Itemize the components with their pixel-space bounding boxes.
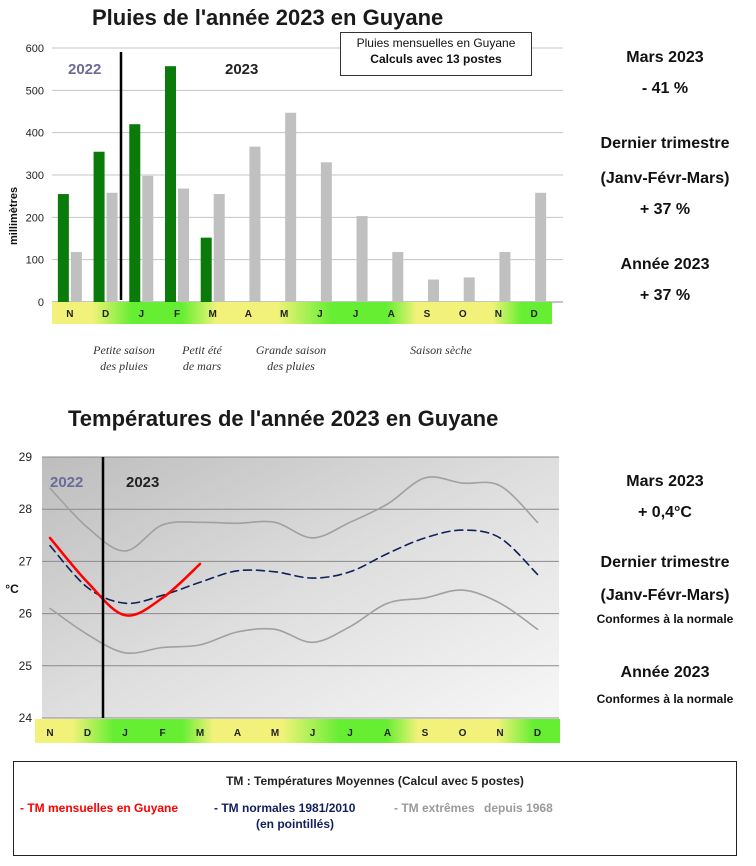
temp-year-summary-value: Conformes à la normale [596,692,734,706]
temp-legend-box [13,761,737,856]
season-label-grande-saison-1: Grande saison [255,343,327,357]
temp-month-value: + 0,4°C [638,504,692,521]
rain-quarter-label: Dernier trimestre [600,135,730,152]
temp-x-tick-label: A [233,728,242,739]
temp-year-label: 2023 [126,474,160,491]
temp-x-tick-label: S [421,728,429,739]
rain-prev-year-label: 2022 [68,61,102,78]
rain-y-tick-label: 100 [25,254,44,267]
rain-grid [52,48,563,302]
rain-bar-normal [178,189,189,302]
rain-y-tick-label: 200 [25,212,44,225]
temp-month-label: Mars 2023 [626,473,704,490]
season-label-petit-ete-1: Petit été [182,343,222,357]
temp-legend-normal-line2: (en pointillés) [256,817,334,831]
rain-chart-title: Pluies de l'année 2023 en Guyane [92,5,444,30]
rain-y-tick-label: 400 [25,127,44,140]
rain-bar-normal [357,216,368,302]
rain-x-tick-label: M [279,309,289,320]
rain-x-tick-label: J [317,309,323,320]
temp-x-tick-label: A [383,728,392,739]
rain-x-tick-label: J [138,309,145,320]
rain-quarter-months: (Janv-Févr-Mars) [600,170,730,187]
rain-y-ticks [26,43,44,309]
rain-quarter-value: + 37 % [639,201,691,218]
rain-chart [0,30,600,420]
temp-x-tick-label: N [46,728,54,739]
rain-bar-2023 [129,124,140,302]
rain-legend-line1: Pluies mensuelles en Guyane [356,36,516,50]
temp-year-summary-label: Année 2023 [620,664,710,681]
temp-x-tick-label: N [496,728,504,739]
rain-y-tick-label: 500 [25,85,44,98]
temp-quarter-months: (Janv-Févr-Mars) [600,587,730,604]
temp-legend-title: TM : Températures Moyennes (Calcul avec 5 postes) [226,774,524,788]
rain-bar-2023 [94,152,105,302]
temp-chart-title: Températures de l'année 2023 en Guyane [68,406,499,431]
season-label-petit-ete-2: de mars [182,359,222,373]
temp-y-tick-label: 25 [18,658,32,673]
rain-bar-normal [321,162,332,302]
rain-bar-normal [464,277,475,302]
rain-bar-normal [107,193,118,302]
rain-bar-normal [499,252,510,302]
rain-bar-normal [71,252,82,302]
temp-prev-year-label: 2022 [50,474,84,491]
temp-x-tick-label: O [458,728,467,739]
rain-x-tick-label: M [208,309,217,320]
rain-bar-normal [535,193,546,302]
rain-bar-normal [392,252,403,302]
temp-legend-normal-line1: - TM normales 1981/2010 [214,801,356,815]
rain-y-tick-label: 600 [25,43,44,55]
temp-y-ticks [19,450,33,725]
temp-season-strip [35,719,560,743]
rain-season-strip [52,302,552,324]
rain-x-tick-label: N [494,309,503,320]
temp-y-tick-label: 29 [18,450,32,464]
rain-bars [58,66,546,302]
temp-legend-extreme-label: - TM extrêmes [394,801,475,815]
rain-bar-normal [428,280,439,302]
temp-x-tick-label: M [195,728,205,739]
season-labels [92,343,472,373]
rain-x-tick-label: J [352,309,359,320]
rain-legend-line2: Calculs avec 13 postes [370,52,502,66]
rain-x-tick-label: F [173,309,181,320]
rain-x-tick-label: D [530,309,538,320]
temp-chart [0,448,570,748]
temp-plot-background [42,457,559,718]
temp-y-tick-label: 26 [18,606,32,621]
rain-x-tick-label: A [387,309,395,320]
rain-bar-normal [249,147,260,302]
season-label-grande-saison-2: des pluies [267,359,315,373]
temp-y-axis-label: °C [5,582,19,596]
rain-x-tick-label: D [101,309,110,320]
temp-x-tick-label: D [533,728,542,739]
temp-x-tick-label: J [122,728,128,739]
rain-x-tick-label: A [244,309,253,320]
temp-x-tick-label: F [159,728,166,739]
season-label-petite-saison-1: Petite saison [93,343,155,357]
rain-summary [580,42,750,311]
temp-y-tick-label: 27 [18,554,32,569]
season-label-petite-saison-2: des pluies [100,359,148,373]
temp-summary [580,466,750,707]
temp-legend-monthly: - TM mensuelles en Guyane [20,801,179,815]
temp-legend-extreme [394,800,553,816]
temp-legend-extreme-since: depuis 1968 [484,801,553,815]
season-label-saison-seche: Saison sèche [410,343,472,357]
rain-x-tick-label: S [423,309,431,320]
rain-year-summary-label: Année 2023 [620,256,710,273]
rain-y-tick-label: 0 [37,297,44,309]
temp-x-tick-label: J [347,728,353,739]
rain-bar-2023 [165,66,176,302]
rain-year-summary-value: + 37 % [639,287,691,304]
temp-y-tick-label: 28 [18,502,32,517]
rain-x-tick-label: N [66,309,74,320]
rain-bar-normal [142,176,153,302]
rain-month-value: - 41 % [641,80,689,97]
rain-y-tick-label: 300 [25,170,44,182]
rain-month-label: Mars 2023 [626,49,704,66]
temp-x-tick-label: D [83,728,92,739]
rain-bar-2023 [201,238,212,302]
rain-bar-normal [214,194,225,302]
temp-legend-normal [214,800,355,832]
temp-x-tick-label: M [270,728,280,739]
rain-bar-2023 [58,194,69,302]
temp-quarter-label: Dernier trimestre [600,554,730,571]
temp-x-tick-label: J [309,728,316,739]
rain-year-label: 2023 [225,61,259,78]
rain-legend-box [340,32,532,76]
rain-x-tick-label: O [458,309,467,320]
temp-y-tick-label: 24 [18,711,32,725]
rain-bar-normal [285,113,296,302]
rain-y-axis-label: millimètres [8,186,20,245]
temp-quarter-value: Conformes à la normale [596,612,734,626]
